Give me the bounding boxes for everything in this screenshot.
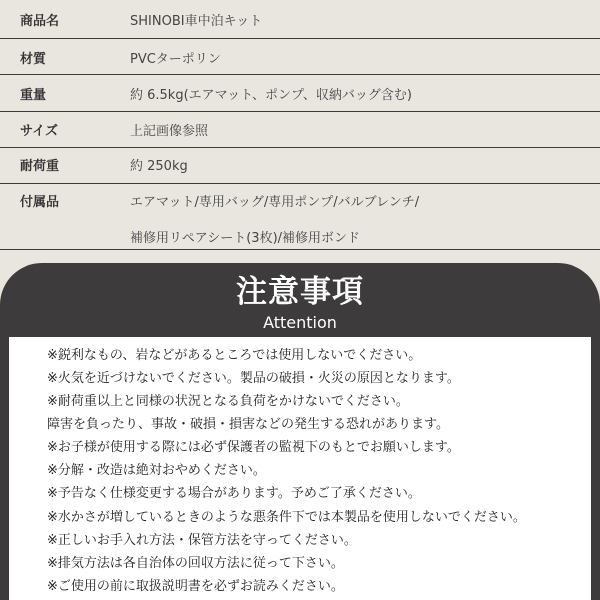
spec-row-weight (0, 75, 600, 112)
notice-subtitle: Attention (263, 313, 337, 332)
spec-value: 約 6.5kg(エアマット、ポンプ、収納バッグ含む) (130, 88, 413, 103)
spec-value: 上記画像参照 (130, 124, 209, 139)
spec-row-accessories (0, 184, 600, 250)
spec-value: エアマット/専用バッグ/専用ポンプ/バルブレンチ/ (130, 195, 420, 210)
notice-item: ※予告なく仕様変更する場合があります。予めご了承ください。 (47, 486, 421, 501)
spec-row-material (0, 38, 600, 75)
spec-value: 約 250kg (130, 159, 188, 174)
spec-value: PVCターポリン (130, 52, 221, 67)
spec-row-product-name (0, 0, 600, 39)
spec-row-load-capacity (0, 148, 600, 184)
notice-item: ※ご使用の前に取扱説明書を必ずお読みください。 (47, 579, 344, 594)
notice-item: ※耐荷重以上と同様の状況となる負荷をかけないでください。 (47, 394, 409, 409)
spec-value-line2: 補修用リペアシート(3枚)/補修用ボンド (130, 231, 361, 246)
notice-item: ※水かさが増しているときのような悪条件下では本製品を使用しないでください。 (47, 510, 526, 525)
spec-label: 付属品 (20, 195, 60, 210)
spec-row-size (0, 112, 600, 148)
spec-label: 商品名 (20, 14, 60, 29)
spec-value: SHINOBI車中泊キット (130, 14, 263, 29)
notice-item: ※排気方法は各自治体の回収方法に従って下さい。 (47, 556, 344, 571)
spec-label: サイズ (20, 124, 58, 139)
notice-title: 注意事項 (236, 274, 364, 310)
notice-item: ※お子様が使用する際には必ず保護者の監視下のもとでお願いします。 (47, 440, 460, 455)
notice-item: ※正しいお手入れ方法・保管方法を守ってください。 (47, 533, 357, 548)
notice-item: ※鋭利なもの、岩などがあるところでは使用しないでください。 (47, 348, 422, 363)
notice-item: ※火気を近づけないでください。製品の破損・火災の原因となります。 (47, 371, 460, 386)
spec-label: 材質 (20, 52, 47, 67)
spec-label: 耐荷重 (20, 159, 60, 174)
notice-item: 障害を負ったり、事故・破損・損害などの発生する恐れがあります。 (47, 417, 449, 432)
notice-item: ※分解・改造は絶対おやめください。 (47, 463, 266, 478)
spec-label: 重量 (20, 88, 47, 103)
